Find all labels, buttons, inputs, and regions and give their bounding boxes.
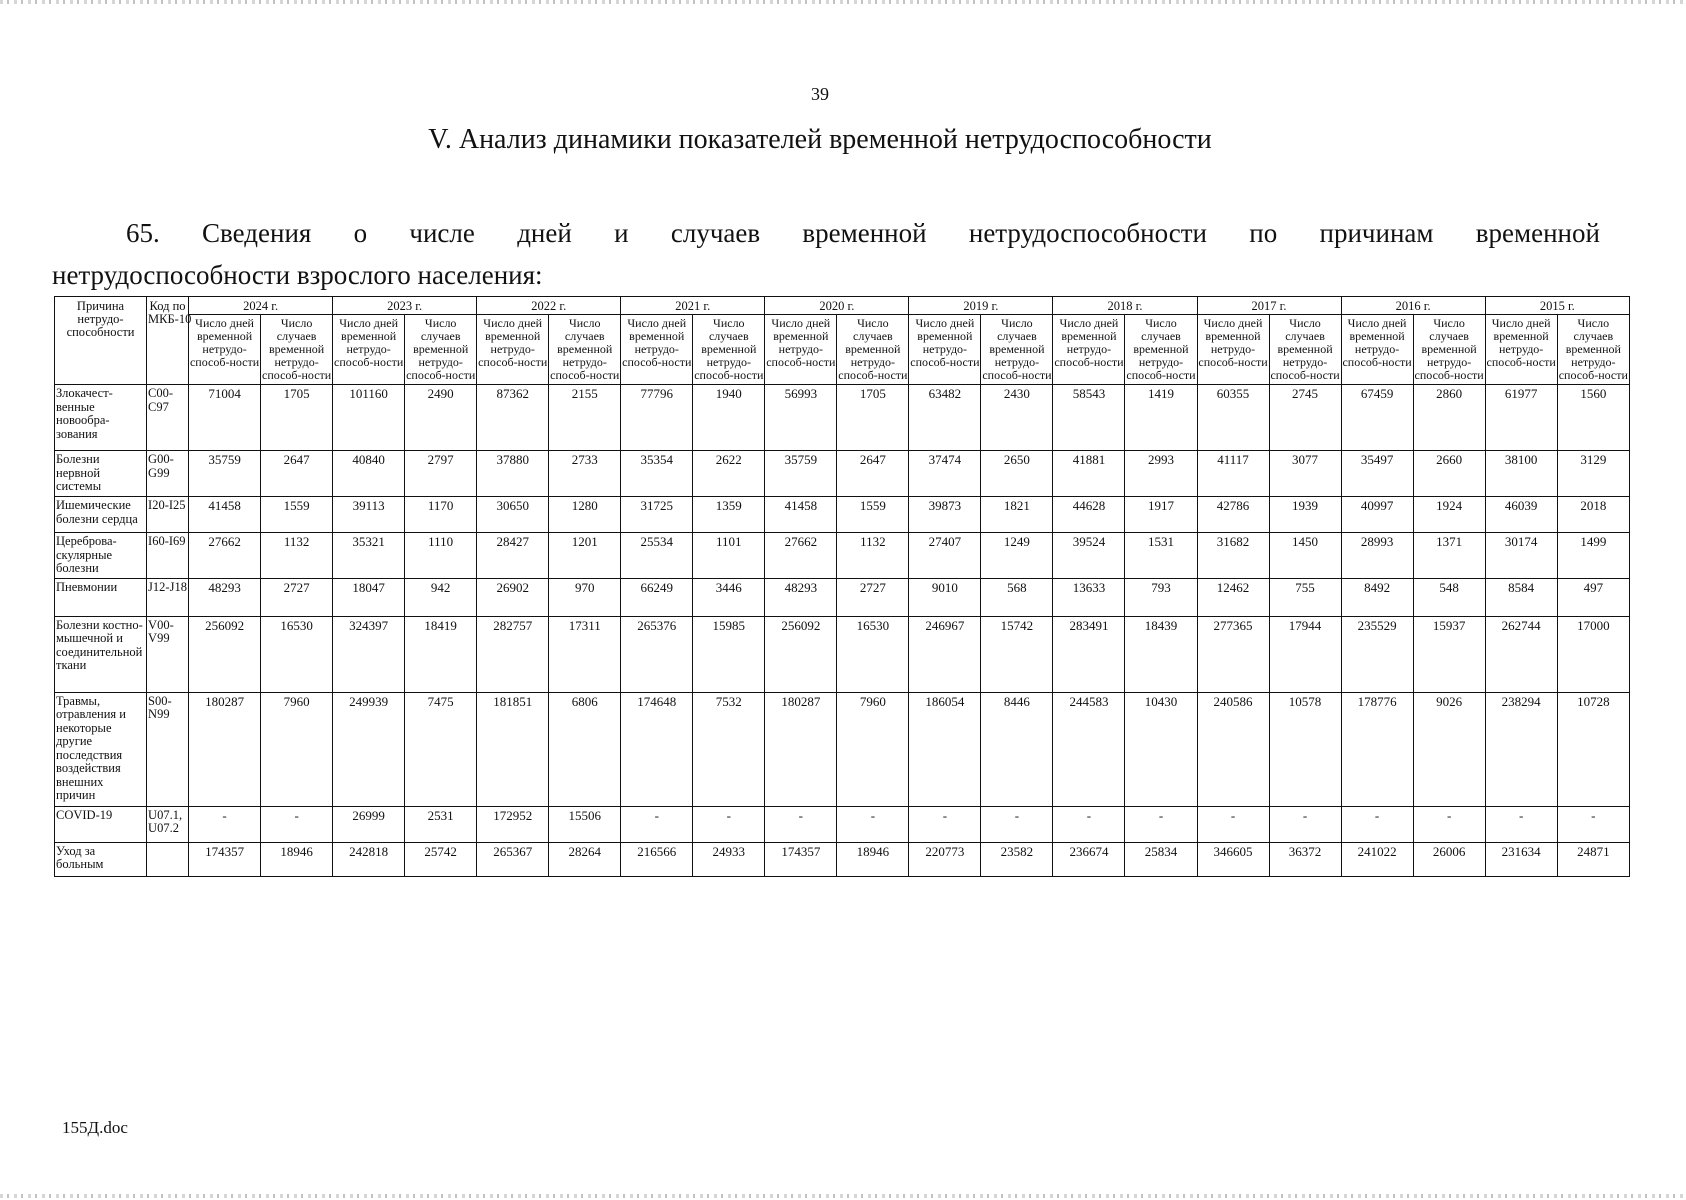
cell-cases: 1419 <box>1125 385 1197 451</box>
cell-cases: 1110 <box>405 533 477 579</box>
cell-days: 28993 <box>1341 533 1413 579</box>
cell-cases: 1249 <box>981 533 1053 579</box>
cell-cases: 2660 <box>1413 451 1485 497</box>
cell-days: 41117 <box>1197 451 1269 497</box>
cell-cause: Травмы, отравления и некоторые другие последствия воздействия внешних причин <box>55 692 147 806</box>
cell-days: 174648 <box>621 692 693 806</box>
cell-cause: Болезни костно-мышечной и соединительной ткани <box>55 616 147 692</box>
cell-days: 235529 <box>1341 616 1413 692</box>
header-year: 2018 г. <box>1053 297 1197 315</box>
cell-cases: 1371 <box>1413 533 1485 579</box>
cell-cases: 10728 <box>1557 692 1629 806</box>
cell-cases: - <box>261 806 333 842</box>
cell-days: 346605 <box>1197 842 1269 876</box>
cell-cases: 17000 <box>1557 616 1629 692</box>
cell-cases: 2018 <box>1557 497 1629 533</box>
cell-days: 87362 <box>477 385 549 451</box>
table-row <box>55 692 1630 806</box>
cell-cases: 15742 <box>981 616 1053 692</box>
cell-days: 26902 <box>477 578 549 616</box>
cell-days: - <box>1197 806 1269 842</box>
cell-cases: 568 <box>981 578 1053 616</box>
section-title: V. Анализ динамики показателей временной нетрудоспособности <box>428 124 1212 155</box>
cell-cases: 1705 <box>837 385 909 451</box>
cell-cases: - <box>1413 806 1485 842</box>
cell-days: 174357 <box>189 842 261 876</box>
cell-days: 18047 <box>333 578 405 616</box>
cell-cause: Болезни нервной системы <box>55 451 147 497</box>
cell-days: 60355 <box>1197 385 1269 451</box>
cell-cases: 2430 <box>981 385 1053 451</box>
cell-cases: 2622 <box>693 451 765 497</box>
header-year: 2015 г. <box>1485 297 1629 315</box>
cell-days: 39524 <box>1053 533 1125 579</box>
cell-days: - <box>621 806 693 842</box>
cell-days: 246967 <box>909 616 981 692</box>
table-row <box>55 806 1630 842</box>
cell-days: 48293 <box>765 578 837 616</box>
header-year: 2022 г. <box>477 297 621 315</box>
cell-cases: 1201 <box>549 533 621 579</box>
cell-days: - <box>1053 806 1125 842</box>
cell-days: 35759 <box>765 451 837 497</box>
cell-cases: 15985 <box>693 616 765 692</box>
paragraph-word: Сведения <box>202 218 312 248</box>
header-days: Число дней временной нетрудо-способ-ности <box>1485 315 1557 385</box>
cell-cases: 755 <box>1269 578 1341 616</box>
cell-icd-code: G00-G99 <box>147 451 189 497</box>
cell-icd-code: C00-C97 <box>147 385 189 451</box>
cell-cases: 18439 <box>1125 616 1197 692</box>
cell-days: 242818 <box>333 842 405 876</box>
cell-cases: 10430 <box>1125 692 1197 806</box>
header-year: 2021 г. <box>621 297 765 315</box>
header-days: Число дней временной нетрудо-способ-ности <box>1197 315 1269 385</box>
cell-cases: 36372 <box>1269 842 1341 876</box>
header-year: 2020 г. <box>765 297 909 315</box>
paragraph-word: причинам <box>1319 218 1434 248</box>
cell-cases: 2531 <box>405 806 477 842</box>
cell-days: 13633 <box>1053 578 1125 616</box>
cell-days: 265376 <box>621 616 693 692</box>
cell-cause: Пневмонии <box>55 578 147 616</box>
header-code: Код по МКБ-10 <box>147 297 189 385</box>
cell-cases: 2650 <box>981 451 1053 497</box>
header-days: Число дней временной нетрудо-способ-ности <box>333 315 405 385</box>
cell-cases: 793 <box>1125 578 1197 616</box>
header-year: 2019 г. <box>909 297 1053 315</box>
cell-days: 240586 <box>1197 692 1269 806</box>
cell-cases: 23582 <box>981 842 1053 876</box>
paragraph-word: о <box>353 218 368 248</box>
cell-days: 35759 <box>189 451 261 497</box>
table-row <box>55 385 1630 451</box>
cell-days: 186054 <box>909 692 981 806</box>
header-year: 2016 г. <box>1341 297 1485 315</box>
paragraph-word: временной <box>1475 218 1600 248</box>
cell-cases: 1450 <box>1269 533 1341 579</box>
cell-days: 63482 <box>909 385 981 451</box>
cell-cases: 1132 <box>837 533 909 579</box>
table-row <box>55 533 1630 579</box>
header-days: Число дней временной нетрудо-способ-ности <box>621 315 693 385</box>
cell-days: 61977 <box>1485 385 1557 451</box>
cell-icd-code <box>147 842 189 876</box>
paragraph-word: по <box>1249 218 1278 248</box>
cell-cases: 2797 <box>405 451 477 497</box>
cell-cases: 28264 <box>549 842 621 876</box>
cell-cases: 497 <box>1557 578 1629 616</box>
cell-days: 41881 <box>1053 451 1125 497</box>
paragraph-word: 65. <box>126 218 160 248</box>
cell-days: 283491 <box>1053 616 1125 692</box>
cell-days: 181851 <box>477 692 549 806</box>
header-cause: Причина нетрудо-способности <box>55 297 147 385</box>
cell-days: 180287 <box>189 692 261 806</box>
cell-cases: 9026 <box>1413 692 1485 806</box>
table-body <box>55 385 1630 877</box>
cell-days: 220773 <box>909 842 981 876</box>
table-row <box>55 842 1630 876</box>
cell-cases: 2993 <box>1125 451 1197 497</box>
cell-days: 256092 <box>189 616 261 692</box>
cell-days: 216566 <box>621 842 693 876</box>
paragraph-word: и <box>614 218 629 248</box>
cell-days: 67459 <box>1341 385 1413 451</box>
cell-cases: 1560 <box>1557 385 1629 451</box>
header-days: Число дней временной нетрудо-способ-ности <box>1341 315 1413 385</box>
cell-cases: 7960 <box>261 692 333 806</box>
paragraph-word: числе <box>409 218 475 248</box>
cell-days: 27407 <box>909 533 981 579</box>
cell-cases: 26006 <box>1413 842 1485 876</box>
cell-cases: - <box>693 806 765 842</box>
table-header-years <box>55 297 1630 315</box>
cell-cases: 1940 <box>693 385 765 451</box>
cell-cases: 8446 <box>981 692 1053 806</box>
cell-cases: - <box>1269 806 1341 842</box>
cell-days: 37474 <box>909 451 981 497</box>
cell-days: 41458 <box>189 497 261 533</box>
cell-cases: 1559 <box>261 497 333 533</box>
cell-days: 31682 <box>1197 533 1269 579</box>
cell-cases: 7532 <box>693 692 765 806</box>
cell-cases: 24933 <box>693 842 765 876</box>
cell-icd-code: V00-V99 <box>147 616 189 692</box>
cell-days: 27662 <box>765 533 837 579</box>
cell-cases: 1559 <box>837 497 909 533</box>
cell-days: 12462 <box>1197 578 1269 616</box>
scan-edge-bottom <box>0 1194 1686 1198</box>
header-cases: Число случаев временной нетрудо-способ-ности <box>549 315 621 385</box>
cell-cases: 1132 <box>261 533 333 579</box>
cell-cases: 3077 <box>1269 451 1341 497</box>
cell-cases: 2745 <box>1269 385 1341 451</box>
paragraph-word: временной <box>802 218 927 248</box>
incapacity-table <box>54 296 1630 877</box>
cell-icd-code: S00-N99 <box>147 692 189 806</box>
cell-days: 101160 <box>333 385 405 451</box>
header-cases: Число случаев временной нетрудо-способ-ности <box>405 315 477 385</box>
cell-cases: 1359 <box>693 497 765 533</box>
header-days: Число дней временной нетрудо-способ-ности <box>189 315 261 385</box>
cell-cases: 7475 <box>405 692 477 806</box>
cell-cases: 1170 <box>405 497 477 533</box>
cell-days: 37880 <box>477 451 549 497</box>
cell-cases: 6806 <box>549 692 621 806</box>
cell-cases: 2490 <box>405 385 477 451</box>
header-cases: Число случаев временной нетрудо-способ-ности <box>1125 315 1197 385</box>
cell-cases: 2727 <box>837 578 909 616</box>
cell-days: 172952 <box>477 806 549 842</box>
paragraph-65 <box>52 212 1600 296</box>
cell-cases: 25742 <box>405 842 477 876</box>
cell-days: 9010 <box>909 578 981 616</box>
cell-days: 25534 <box>621 533 693 579</box>
cell-cases: 1499 <box>1557 533 1629 579</box>
cell-cause: Ишемические болезни сердца <box>55 497 147 533</box>
paragraph-word: случаев <box>670 218 761 248</box>
cell-cases: 2733 <box>549 451 621 497</box>
cell-days: 249939 <box>333 692 405 806</box>
cell-icd-code: I60-I69 <box>147 533 189 579</box>
cell-days: 35497 <box>1341 451 1413 497</box>
table-row <box>55 451 1630 497</box>
cell-days: 28427 <box>477 533 549 579</box>
cell-days: 35321 <box>333 533 405 579</box>
header-year: 2023 г. <box>333 297 477 315</box>
cell-cases: - <box>981 806 1053 842</box>
header-year: 2024 г. <box>189 297 333 315</box>
header-cases: Число случаев временной нетрудо-способ-ности <box>1557 315 1629 385</box>
header-cases: Число случаев временной нетрудо-способ-ности <box>837 315 909 385</box>
cell-cause: Уход за больным <box>55 842 147 876</box>
cell-days: 241022 <box>1341 842 1413 876</box>
table-header-subcolumns <box>55 315 1630 385</box>
cell-days: - <box>1485 806 1557 842</box>
cell-cases: 15506 <box>549 806 621 842</box>
cell-days: 41458 <box>765 497 837 533</box>
cell-cases: 1939 <box>1269 497 1341 533</box>
cell-days: 238294 <box>1485 692 1557 806</box>
cell-icd-code: I20-I25 <box>147 497 189 533</box>
cell-cases: 1705 <box>261 385 333 451</box>
scan-edge-top <box>0 0 1686 4</box>
page-number: 39 <box>811 84 829 104</box>
cell-cases: - <box>837 806 909 842</box>
cell-cases: 18946 <box>837 842 909 876</box>
cell-cause: Цереброва-скулярные болезни <box>55 533 147 579</box>
header-cases: Число случаев временной нетрудо-способ-ности <box>981 315 1053 385</box>
header-cases: Число случаев временной нетрудо-способ-ности <box>693 315 765 385</box>
cell-days: 30174 <box>1485 533 1557 579</box>
cell-days: 26999 <box>333 806 405 842</box>
cell-days: 31725 <box>621 497 693 533</box>
cell-days: 236674 <box>1053 842 1125 876</box>
cell-days: 27662 <box>189 533 261 579</box>
cell-days: 180287 <box>765 692 837 806</box>
cell-days: 8492 <box>1341 578 1413 616</box>
cell-icd-code: J12-J18 <box>147 578 189 616</box>
cell-cases: 25834 <box>1125 842 1197 876</box>
cell-days: 256092 <box>765 616 837 692</box>
cell-days: 56993 <box>765 385 837 451</box>
cell-days: 277365 <box>1197 616 1269 692</box>
cell-days: - <box>1341 806 1413 842</box>
cell-cases: 2647 <box>261 451 333 497</box>
cell-days: 244583 <box>1053 692 1125 806</box>
footer-filename: 155Д.doc <box>62 1118 128 1137</box>
header-cases: Число случаев временной нетрудо-способ-ности <box>1413 315 1485 385</box>
cell-cases: 18419 <box>405 616 477 692</box>
cell-cases: 15937 <box>1413 616 1485 692</box>
cell-days: 35354 <box>621 451 693 497</box>
cell-cases: 2860 <box>1413 385 1485 451</box>
cell-cases: 2647 <box>837 451 909 497</box>
cell-cases: 3129 <box>1557 451 1629 497</box>
cell-days: - <box>765 806 837 842</box>
table-row <box>55 578 1630 616</box>
cell-days: 46039 <box>1485 497 1557 533</box>
cell-cause: Злокачест-венные новообра-зования <box>55 385 147 451</box>
cell-days: 48293 <box>189 578 261 616</box>
cell-cases: - <box>1125 806 1197 842</box>
header-days: Число дней временной нетрудо-способ-ности <box>765 315 837 385</box>
cell-days: 174357 <box>765 842 837 876</box>
cell-days: 39113 <box>333 497 405 533</box>
cell-days: 262744 <box>1485 616 1557 692</box>
cell-days: 42786 <box>1197 497 1269 533</box>
cell-cases: 1821 <box>981 497 1053 533</box>
cell-days: 178776 <box>1341 692 1413 806</box>
header-days: Число дней временной нетрудо-способ-ности <box>1053 315 1125 385</box>
table-row <box>55 497 1630 533</box>
cell-cases: 2155 <box>549 385 621 451</box>
cell-days: 40997 <box>1341 497 1413 533</box>
cell-cases: 1917 <box>1125 497 1197 533</box>
cell-days: - <box>189 806 261 842</box>
header-cases: Число случаев временной нетрудо-способ-ности <box>1269 315 1341 385</box>
cell-cases: 548 <box>1413 578 1485 616</box>
header-cases: Число случаев временной нетрудо-способ-ности <box>261 315 333 385</box>
header-days: Число дней временной нетрудо-способ-ности <box>477 315 549 385</box>
paragraph-line-1 <box>52 212 1600 254</box>
cell-days: 265367 <box>477 842 549 876</box>
paragraph-word: нетрудоспособности <box>968 218 1207 248</box>
cell-cases: 1924 <box>1413 497 1485 533</box>
cell-days: 39873 <box>909 497 981 533</box>
cell-cases: - <box>1557 806 1629 842</box>
cell-days: 66249 <box>621 578 693 616</box>
cell-cases: 18946 <box>261 842 333 876</box>
cell-days: 8584 <box>1485 578 1557 616</box>
cell-cases: 17311 <box>549 616 621 692</box>
cell-cases: 1531 <box>1125 533 1197 579</box>
cell-cases: 17944 <box>1269 616 1341 692</box>
cell-days: 282757 <box>477 616 549 692</box>
cell-cases: 3446 <box>693 578 765 616</box>
cell-cases: 24871 <box>1557 842 1629 876</box>
cell-days: - <box>909 806 981 842</box>
paragraph-word: дней <box>517 218 572 248</box>
cell-days: 40840 <box>333 451 405 497</box>
cell-cases: 16530 <box>261 616 333 692</box>
cell-cases: 970 <box>549 578 621 616</box>
cell-days: 30650 <box>477 497 549 533</box>
cell-cases: 7960 <box>837 692 909 806</box>
cell-days: 231634 <box>1485 842 1557 876</box>
cell-days: 324397 <box>333 616 405 692</box>
paragraph-line-2: нетрудоспособности взрослого населения: <box>52 260 543 290</box>
header-days: Число дней временной нетрудо-способ-ности <box>909 315 981 385</box>
cell-days: 44628 <box>1053 497 1125 533</box>
cell-cause: COVID-19 <box>55 806 147 842</box>
cell-days: 71004 <box>189 385 261 451</box>
cell-cases: 1280 <box>549 497 621 533</box>
cell-days: 38100 <box>1485 451 1557 497</box>
cell-cases: 10578 <box>1269 692 1341 806</box>
cell-icd-code: U07.1, U07.2 <box>147 806 189 842</box>
cell-cases: 1101 <box>693 533 765 579</box>
cell-cases: 2727 <box>261 578 333 616</box>
table-row <box>55 616 1630 692</box>
header-year: 2017 г. <box>1197 297 1341 315</box>
cell-days: 77796 <box>621 385 693 451</box>
cell-cases: 16530 <box>837 616 909 692</box>
cell-cases: 942 <box>405 578 477 616</box>
cell-days: 58543 <box>1053 385 1125 451</box>
